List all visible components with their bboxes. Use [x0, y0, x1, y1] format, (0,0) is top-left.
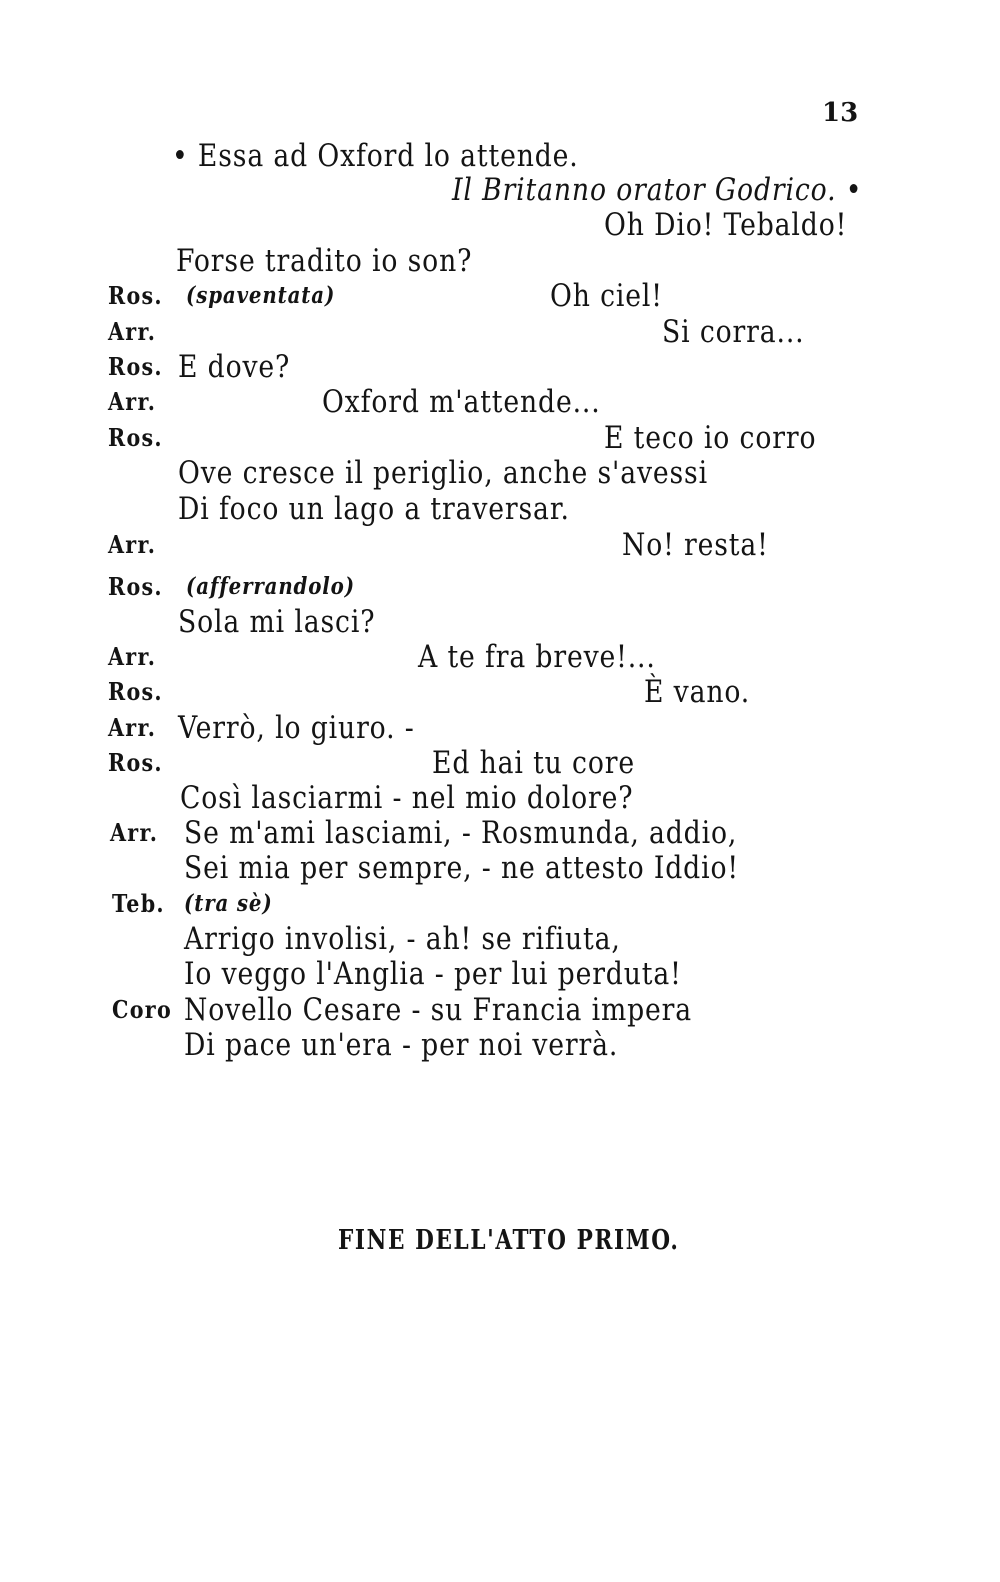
speaker-label: Arr. — [108, 317, 157, 346]
verse-line: • Essa ad Oxford lo attende. — [172, 138, 579, 174]
speaker-label: Ros. — [108, 352, 163, 381]
verse-line: Così lasciarmi - nel mio dolore? — [180, 780, 634, 816]
speaker-label: Ros. — [108, 423, 163, 452]
verse-line: No! resta! — [622, 527, 769, 563]
speaker-label: Arr. — [108, 530, 157, 559]
verse-line: È vano. — [644, 674, 751, 710]
verse-line: A te fra breve!... — [418, 639, 656, 675]
speaker-label: Arr. — [110, 818, 159, 847]
verse-line: Oh Dio! Tebaldo! — [604, 207, 848, 243]
page-number: 13 — [822, 98, 859, 128]
speaker-label: Coro — [112, 995, 172, 1024]
verse-line: Ove cresce il periglio, anche s'avessi — [178, 455, 708, 491]
verse-line: Di foco un lago a traversar. — [178, 491, 570, 527]
verse-line: Ed hai tu core — [432, 745, 635, 781]
speaker-label: Arr. — [108, 387, 157, 416]
act-end-heading: FINE DELL'ATTO PRIMO. — [338, 1225, 680, 1256]
verse-line: Novello Cesare - su Francia impera — [184, 992, 693, 1028]
speaker-label: Arr. — [108, 713, 157, 742]
speaker-label: Ros. — [108, 572, 163, 601]
stage-direction: (spaventata) — [186, 282, 336, 309]
verse-line: Si corra... — [662, 314, 805, 350]
verse-line: Oh ciel! — [550, 278, 663, 314]
verse-line: Oxford m'attende... — [322, 384, 601, 420]
verse-line: Se m'ami lasciami, - Rosmunda, addio, — [184, 815, 738, 851]
stage-direction: (tra sè) — [184, 890, 273, 917]
speaker-label: Teb. — [112, 889, 165, 918]
speaker-label: Ros. — [108, 748, 163, 777]
speaker-label: Ros. — [108, 677, 163, 706]
verse-line: Io veggo l'Anglia - per lui perduta! — [184, 956, 682, 992]
verse-line: Arrigo involisi, - ah! se rifiuta, — [184, 921, 621, 957]
verse-line: Verrò, lo giuro. - — [178, 710, 415, 746]
verse-line: Di pace un'era - per noi verrà. — [184, 1027, 619, 1063]
speaker-label: Arr. — [108, 642, 157, 671]
verse-line: Sei mia per sempre, - ne attesto Iddio! — [184, 850, 739, 886]
verse-line: Sola mi lasci? — [178, 604, 376, 640]
verse-line: E dove? — [178, 349, 291, 385]
speaker-label: Ros. — [108, 281, 163, 310]
verse-line: E teco io corro — [604, 420, 817, 456]
verse-line: Forse tradito io son? — [176, 243, 473, 279]
stage-direction: (afferrandolo) — [186, 573, 355, 600]
verse-line: Il Britanno orator Godrico. • — [452, 172, 863, 208]
